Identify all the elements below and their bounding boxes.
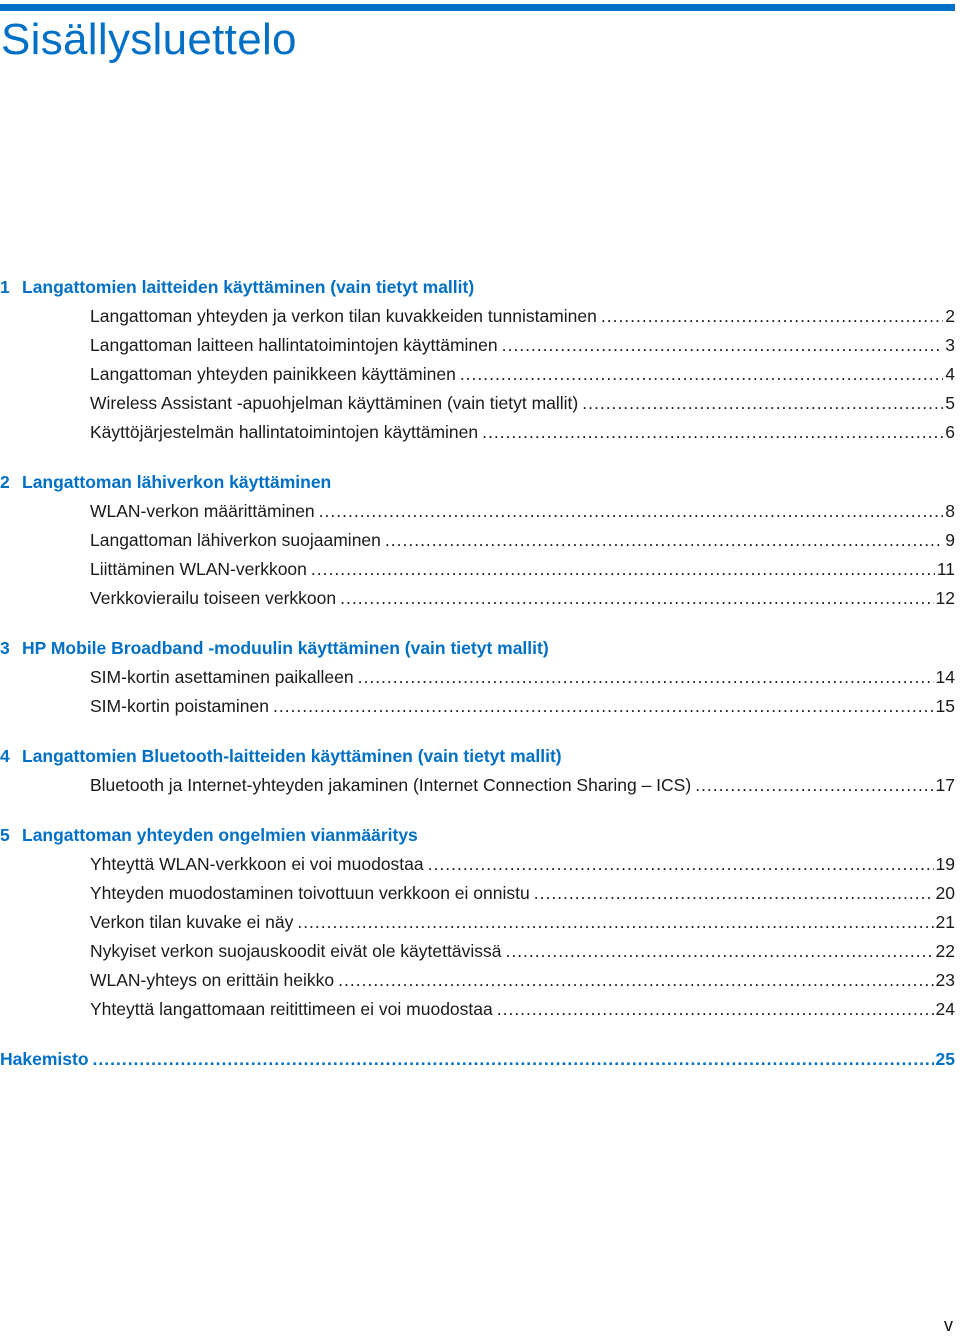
dot-leader bbox=[601, 302, 943, 331]
entry-label: Langattoman lähiverkon suojaaminen bbox=[90, 530, 381, 550]
toc-entry[interactable] bbox=[0, 663, 955, 692]
entry-page: 12 bbox=[935, 588, 955, 608]
toc-chapter-heading[interactable] bbox=[0, 273, 955, 302]
toc-entry[interactable] bbox=[0, 850, 955, 879]
entry-label: Yhteyden muodostaminen toivottuun verkkoon ei onnistu bbox=[90, 883, 530, 903]
dot-leader bbox=[497, 995, 934, 1024]
table-of-contents bbox=[0, 273, 955, 1074]
dot-leader bbox=[319, 497, 944, 526]
dot-leader bbox=[460, 360, 943, 389]
toc-entry[interactable] bbox=[0, 692, 955, 721]
toc-entry[interactable] bbox=[0, 331, 955, 360]
toc-entry[interactable] bbox=[0, 360, 955, 389]
dot-leader bbox=[385, 526, 943, 555]
chapter-title: Langattomien Bluetooth-laitteiden käyttäminen (vain tietyt mallit) bbox=[22, 746, 562, 766]
chapter-number: 3 bbox=[0, 638, 10, 658]
entry-page: 5 bbox=[945, 393, 955, 413]
chapter-title: Langattoman yhteyden ongelmien vianmääritys bbox=[22, 825, 418, 845]
entry-label: WLAN-yhteys on erittäin heikko bbox=[90, 970, 335, 990]
chapter-number: 4 bbox=[0, 746, 10, 766]
toc-chapter-4 bbox=[0, 742, 955, 800]
entry-page: 4 bbox=[945, 364, 955, 384]
entry-page: 6 bbox=[945, 422, 955, 442]
entry-page: 24 bbox=[935, 999, 955, 1019]
chapter-number: 5 bbox=[0, 825, 10, 845]
chapter-number: 2 bbox=[0, 472, 10, 492]
toc-entry[interactable] bbox=[0, 526, 955, 555]
page-number: v bbox=[944, 1315, 953, 1335]
entry-page: 21 bbox=[935, 912, 955, 932]
entry-label: Verkon tilan kuvake ei näy bbox=[90, 912, 294, 932]
entry-label: Langattoman yhteyden ja verkon tilan kuvakkeiden tunnistaminen bbox=[90, 306, 597, 326]
toc-entry[interactable] bbox=[0, 302, 955, 331]
dot-leader bbox=[311, 555, 935, 584]
toc-entry[interactable] bbox=[0, 937, 955, 966]
entry-page: 23 bbox=[935, 970, 955, 990]
toc-entry[interactable] bbox=[0, 389, 955, 418]
entry-page: 8 bbox=[945, 501, 955, 521]
entry-label: Wireless Assistant -apuohjelman käyttäminen (vain tietyt mallit) bbox=[90, 393, 579, 413]
entry-page: 14 bbox=[935, 667, 955, 687]
entry-label: Yhteyttä langattomaan reitittimeen ei voi muodostaa bbox=[90, 999, 493, 1019]
dot-leader bbox=[505, 937, 933, 966]
top-rule bbox=[0, 4, 955, 11]
chapter-title: Langattomien laitteiden käyttäminen (vain tietyt mallit) bbox=[22, 277, 475, 297]
toc-chapter-heading[interactable] bbox=[0, 468, 955, 497]
dot-leader bbox=[340, 584, 933, 613]
toc-entry[interactable] bbox=[0, 966, 955, 995]
index-page: 25 bbox=[935, 1049, 955, 1069]
toc-entry[interactable] bbox=[0, 995, 955, 1024]
dot-leader bbox=[358, 663, 934, 692]
dot-leader bbox=[502, 331, 944, 360]
entry-page: 3 bbox=[945, 335, 955, 355]
toc-chapter-2 bbox=[0, 468, 955, 613]
toc-chapter-heading[interactable] bbox=[0, 742, 955, 771]
toc-chapter-5 bbox=[0, 821, 955, 1024]
toc-chapter-1 bbox=[0, 273, 955, 447]
toc-entry[interactable] bbox=[0, 879, 955, 908]
chapter-number: 1 bbox=[0, 277, 10, 297]
entry-label: SIM-kortin asettaminen paikalleen bbox=[90, 667, 354, 687]
index-label: Hakemisto bbox=[0, 1049, 89, 1069]
entry-label: Nykyiset verkon suojauskoodit eivät ole käytettävissä bbox=[90, 941, 502, 961]
dot-leader bbox=[534, 879, 934, 908]
entry-label: Langattoman yhteyden painikkeen käyttäminen bbox=[90, 364, 456, 384]
toc-entry[interactable] bbox=[0, 497, 955, 526]
entry-page: 11 bbox=[936, 559, 955, 579]
dot-leader bbox=[582, 389, 943, 418]
entry-label: WLAN-verkon määrittäminen bbox=[90, 501, 315, 521]
toc-entry[interactable] bbox=[0, 418, 955, 447]
chapter-title: HP Mobile Broadband -moduulin käyttäminen (vain tietyt mallit) bbox=[22, 638, 549, 658]
dot-leader bbox=[695, 771, 933, 800]
entry-label: Yhteyttä WLAN-verkkoon ei voi muodostaa bbox=[90, 854, 424, 874]
entry-page: 19 bbox=[935, 854, 955, 874]
entry-page: 9 bbox=[945, 530, 955, 550]
dot-leader bbox=[273, 692, 934, 721]
entry-label: Langattoman laitteen hallintatoimintojen käyttäminen bbox=[90, 335, 498, 355]
toc-entry[interactable] bbox=[0, 771, 955, 800]
toc-chapter-heading[interactable] bbox=[0, 821, 955, 850]
toc-entry[interactable] bbox=[0, 584, 955, 613]
dot-leader bbox=[297, 908, 933, 937]
toc-chapter-3 bbox=[0, 634, 955, 721]
page-title: Sisällysluettelo bbox=[1, 15, 297, 64]
entry-label: Liittäminen WLAN-verkkoon bbox=[90, 559, 307, 579]
entry-label: Käyttöjärjestelmän hallintatoimintojen käyttäminen bbox=[90, 422, 479, 442]
entry-page: 17 bbox=[935, 775, 955, 795]
toc-entry[interactable] bbox=[0, 555, 955, 584]
entry-label: Verkkovierailu toiseen verkkoon bbox=[90, 588, 337, 608]
entry-page: 2 bbox=[945, 306, 955, 326]
dot-leader bbox=[93, 1045, 934, 1074]
entry-page: 20 bbox=[935, 883, 955, 903]
dot-leader bbox=[482, 418, 943, 447]
dot-leader bbox=[428, 850, 934, 879]
dot-leader bbox=[338, 966, 933, 995]
entry-page: 15 bbox=[935, 696, 955, 716]
entry-page: 22 bbox=[935, 941, 955, 961]
chapter-title: Langattoman lähiverkon käyttäminen bbox=[22, 472, 332, 492]
toc-entry[interactable] bbox=[0, 908, 955, 937]
entry-label: SIM-kortin poistaminen bbox=[90, 696, 269, 716]
entry-label: Bluetooth ja Internet-yhteyden jakaminen (Internet Connection Sharing – ICS) bbox=[90, 775, 692, 795]
toc-chapter-heading[interactable] bbox=[0, 634, 955, 663]
toc-index-entry[interactable] bbox=[0, 1045, 955, 1074]
